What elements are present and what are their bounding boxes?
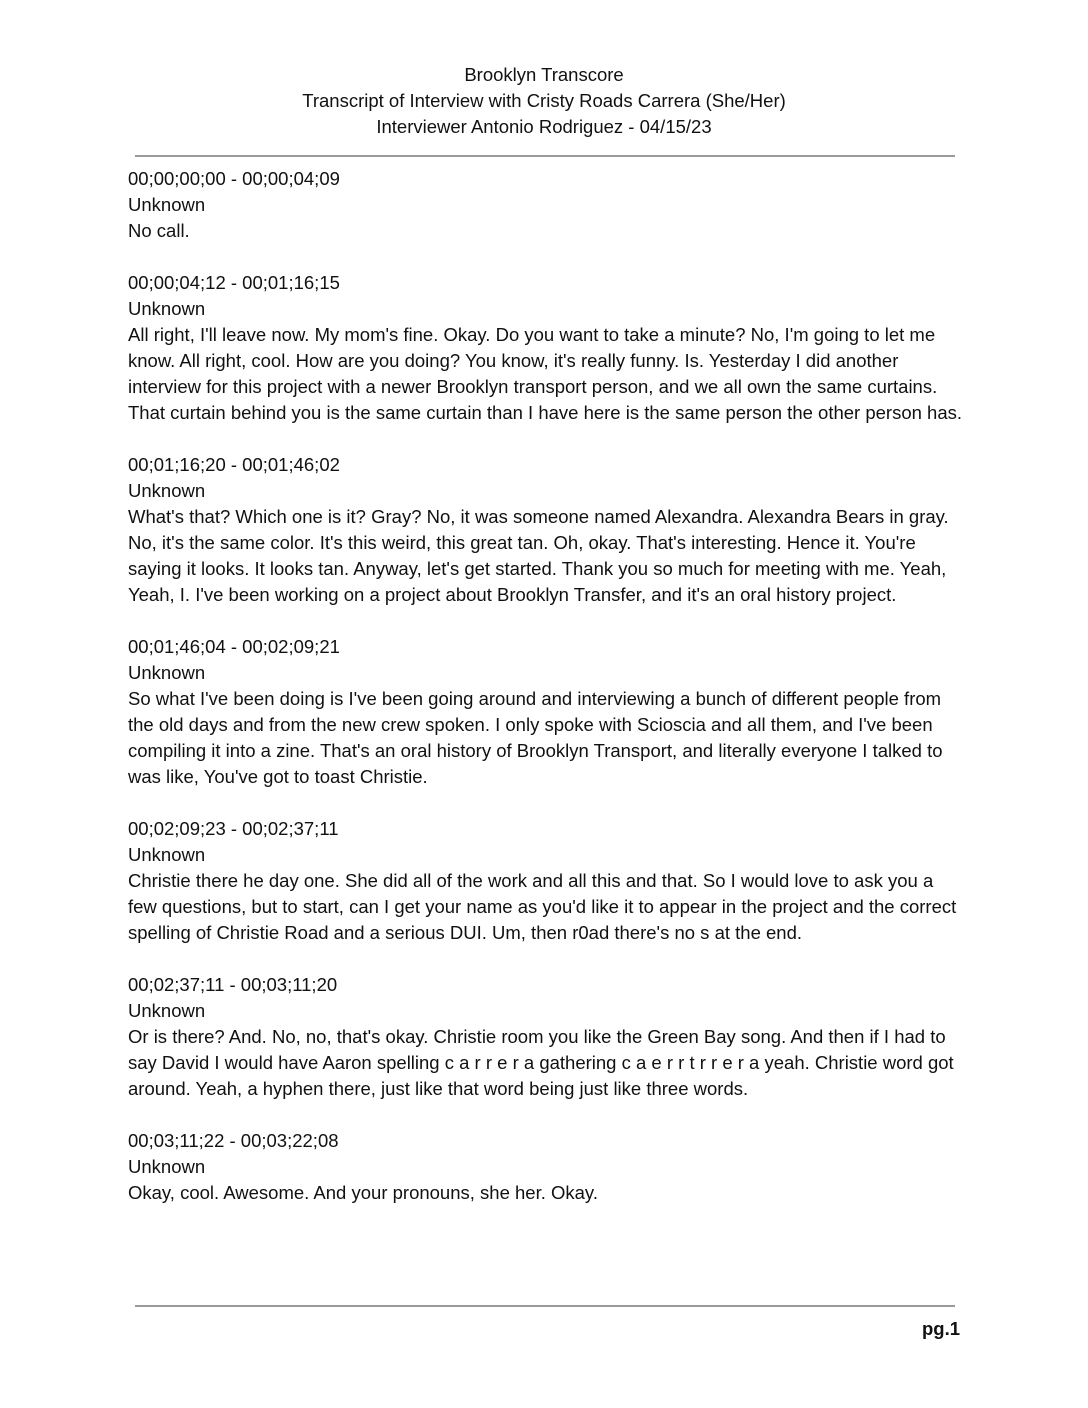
- header-subtitle: Transcript of Interview with Cristy Roads Carrera (She/Her): [302, 90, 786, 111]
- transcript-entry: [128, 816, 963, 946]
- header-title: Brooklyn Transcore: [464, 64, 624, 85]
- timecode: 00;03;11;22 - 00;03;22;08: [128, 1130, 339, 1151]
- speaker: Unknown: [128, 662, 206, 683]
- header-divider: [135, 155, 955, 157]
- transcript-entry: [128, 1128, 963, 1206]
- timecode: 00;02;09;23 - 00;02;37;11: [128, 818, 339, 839]
- transcript-entry: [128, 972, 963, 1102]
- utterance: All right, I'll leave now. My mom's fine. Okay. Do you want to take a minute? No, I'm going to let me know. All right, cool. How are you doing? You know, it's really funny. Is. Yesterday I did another interview for this project with a newer Brooklyn transport person, and we all own the same curtains. That curtain behind you is the same curtain than I have here is the same person the other person has.: [128, 324, 963, 423]
- speaker: Unknown: [128, 194, 206, 215]
- footer-divider: [135, 1305, 955, 1307]
- utterance: So what I've been doing is I've been going around and interviewing a bunch of different people from the old days and from the new crew spoken. I only spoke with Scioscia and all them, and I've been compiling it into a zine. That's an oral history of Brooklyn Transport, and literally everyone I talked to was like, You've got to toast Christie.: [128, 688, 943, 787]
- speaker: Unknown: [128, 480, 206, 501]
- utterance: No call.: [128, 220, 190, 241]
- timecode: 00;00;00;00 - 00;00;04;09: [128, 168, 340, 189]
- document-header: [0, 62, 1088, 140]
- transcript-entry: [128, 634, 963, 790]
- page-number: pg.1: [921, 1318, 960, 1339]
- timecode: 00;01;16;20 - 00;01;46;02: [128, 454, 340, 475]
- timecode: 00;02;37;11 - 00;03;11;20: [128, 974, 338, 995]
- utterance: Or is there? And. No, no, that's okay. Christie room you like the Green Bay song. And then if I had to say David I would have Aaron spelling c a r r e r a gathering c a e r r t r r e r a yeah. Christie word got around. Yeah, a hyphen there, just like that word being just like three words.: [128, 1026, 954, 1099]
- speaker: Unknown: [128, 844, 206, 865]
- transcript-entry: [128, 452, 963, 608]
- timecode: 00;00;04;12 - 00;01;16;15: [128, 272, 340, 293]
- transcript-entry: [128, 270, 963, 426]
- speaker: Unknown: [128, 1156, 206, 1177]
- transcript-body: [128, 166, 963, 1232]
- header-interviewer-date: Interviewer Antonio Rodriguez - 04/15/23: [376, 116, 712, 137]
- utterance: Christie there he day one. She did all of the work and all this and that. So I would love to ask you a few questions, but to start, can I get your name as you'd like it to appear in the project and the correct spelling of Christie Road and a serious DUI. Um, then r0ad there's no s at the end.: [128, 870, 957, 943]
- utterance: What's that? Which one is it? Gray? No, it was someone named Alexandra. Alexandra Bears in gray. No, it's the same color. It's this weird, this great tan. Oh, okay. That's interesting. Hence it. You're saying it looks. It looks tan. Anyway, let's get started. Thank you so much for meeting with me. Yeah, Yeah, I. I've been working on a project about Brooklyn Transfer, and it's an oral history project.: [128, 506, 949, 605]
- timecode: 00;01;46;04 - 00;02;09;21: [128, 636, 340, 657]
- utterance: Okay, cool. Awesome. And your pronouns, she her. Okay.: [128, 1182, 598, 1203]
- speaker: Unknown: [128, 1000, 206, 1021]
- speaker: Unknown: [128, 298, 206, 319]
- transcript-entry: [128, 166, 963, 244]
